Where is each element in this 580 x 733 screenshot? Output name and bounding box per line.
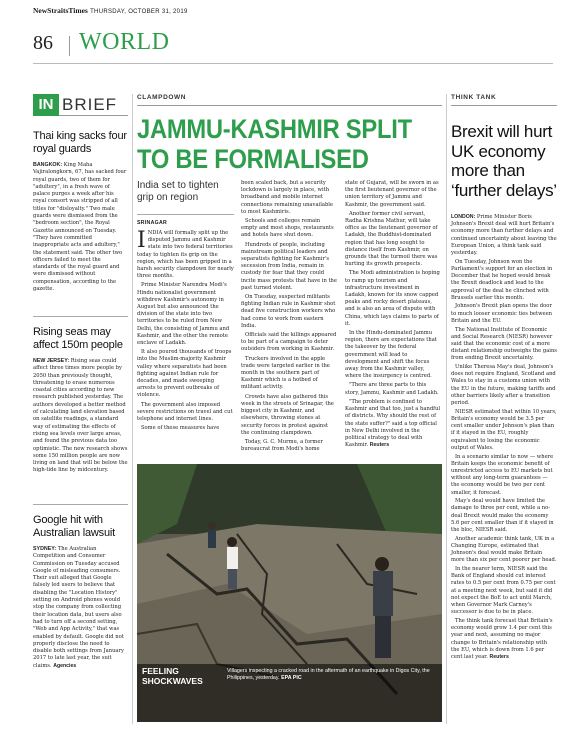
in-brief-badge: IN [33, 94, 59, 116]
brief-text: The Australian Competition and Consumer Commission on Tuesday accused Google of misleading consumers. Their suit alleged that Google falsely led users to believe that disabling the "Location History" setting on Android phones would stop the company from collecting their location data, but users also had to turn off a second setting, "Web and App Activity," that was enabled by default. Google did not properly disclose the need to disable both settings from January 2017 to late last year, the suit claims. [33, 546, 124, 669]
main-col-1 [137, 180, 234, 434]
brief-story-thai [33, 130, 128, 293]
dateline: LONDON: [451, 214, 476, 220]
main-story [137, 94, 442, 724]
brief-story-google [33, 514, 128, 670]
brief-credit: Agencies [53, 662, 77, 669]
photo-caption: Villagers inspecting a cracked road in the aftermath of an earthquake in Digos City, the Philippines, yesterday. EPA PIC [227, 668, 430, 682]
divider [33, 316, 128, 317]
brief-story-seas [33, 326, 128, 475]
tank-para: Johnson's Brexit plan opens the door to much looser economic ties between Britain and the EU. [451, 303, 552, 324]
main-para: Officials said the killings appeared to be part of a campaign to deter outsiders from working in Kashmir. [241, 332, 337, 353]
photo-credit: EPA PIC [281, 675, 302, 682]
page-number: 86 [33, 32, 53, 54]
tank-para: May's deal would have limited the damage to three per cent, while a no-deal Brexit would make the economy 5.6 per cent smaller than if it stayed in the bloc, NIESR said. [451, 498, 554, 534]
main-para: Crowds have also gathered this week in the streets of Srinagar, the biggest city in Kashmir, and elsewhere, throwing stones at security forces in protest against the continuing clampdown. [241, 393, 334, 436]
main-para: "There are three parts to this story, Jammu, Kashmir and Ladakh. [345, 382, 439, 396]
brief-body [33, 546, 128, 670]
main-para: In the Hindu-dominated Jammu region, there are expectations that the takeover by the federal government will lead to development and shift the focus away from the Kashmir valley, where the insurgency is centred. [345, 330, 437, 380]
headline-line-2: TO BE FORMALISED [137, 144, 369, 174]
brief-headline: Rising seas may affect 150m people [33, 326, 123, 351]
column-separator [132, 94, 133, 724]
in-brief-column [33, 94, 128, 724]
tank-para: In a scenario similar to now — where Britain keeps the economic benefit of unrestricted access to EU markets but without any long-term guarantees — the economy would be two per cent smaller, it forecast. [451, 453, 554, 496]
brief-text: King Maha Vajiralongkorn, 67, has sacked four royal guards, two of them for "adultery", in a fresh wave of palace purges a week after his royal consort was stripped of all titles for "disloyalty." Two male guards were dismissed from the "bedroom section", the Royal Gazette announced on Tuesday. "They have committed inappropriate acts and adultery," the statement said. The other two officers failed to meet the standards of the royal guard and were dismissed without compensation, according to the gazette. [33, 162, 127, 293]
tank-headline: Brexit will hurt UK economy more than ‘further delays’ [451, 122, 557, 200]
main-para: Hundreds of people, including mainstream political leaders and separatists fighting for Kashmir's secession from India, remain in custody for fear that they could incite mass protests that have in the past turned violent. [241, 241, 337, 291]
main-para: "The problem is confined to Kashmir and that too, just a handful of districts. Why should the rest of the state suffer?" said a top official in New Delhi involved in the political strategy to deal with Kashmir. Reuters [345, 398, 441, 449]
tank-para: In the nearer term, NIESR said the Bank of England should cut interest rates to 0.5 per cent from 0.75 per cent at a meeting next week, but said it did not expect the BoE to act until March, when Governor Mark Carney's successor is due to be in place. [451, 566, 556, 616]
main-para: It also poured thousands of troops into the Muslim-majority Kashmir valley where separatists had been fighting against Indian rule for decades, and made sweeping arrests to prevent outbreaks of violence. [137, 349, 232, 399]
main-para: state of Gujarat, will be sworn in as the first lieutenant governor of the union territory of Jammu and Kashmir, the government said. [345, 180, 439, 208]
main-para: Another former civil servant, Radha Krishna Mathur, will take office as the lieutenant governor of Ladakh, the Buddhist-dominated region that has long sought to distance itself from Kashmir, on grounds that the turmoil there was hurting its growth prospects. [345, 210, 438, 268]
think-tank-column [451, 94, 557, 724]
brief-body [33, 162, 128, 293]
main-subhead: India set to tighten grip on region [137, 180, 219, 203]
main-para: Truckers involved in the apple trade were targeted earlier in the month in the southern part of Kashmir which is a hotbed of militant activity. [241, 355, 330, 391]
issue-date: THURSDAY, OCTOBER 31, 2019 [90, 9, 188, 15]
main-para: Prime Minister Narendra Modi's Hindu nationalist government withdrew Kashmir's autonomy in August but also announced the division of the state into two territories to be ruled from New Delhi, the consisting of Jammu and Kashmir, and the other the remote enclave of Ladakh. [137, 282, 230, 347]
tank-credit: Reuters [489, 653, 509, 660]
main-para: Today, G. C. Murmu, a former bureaucrat from Modi's home [241, 438, 323, 453]
tank-para: The think tank forecast that Britain's economy would grow 1.4 per cent this year and next, assuming no major change to Britain's relationship with the EU, which is down from 1.6 per cent last year. Reuters [451, 617, 553, 660]
tank-kicker: THINK TANK [451, 94, 557, 106]
paper-name: NewStraitsTimes [33, 6, 88, 15]
masthead [33, 6, 553, 20]
main-para: The Modi administration is hoping to ramp up tourism and infrastructure investment in Ladakh, known for its snow capped peaks and rocky desert plateaus, and is also an area of dispute with China, which lays claims to parts of it. [345, 270, 440, 327]
main-kicker: CLAMPDOWN [137, 94, 442, 106]
brief-text: Rising seas could affect three times more people by 2050 than previously thought, threatening to erase numerous coastal cities according to new research published yesterday. The authors developed a better method of calculating land elevation based on satellite readings, a standard way of estimating the effects of rising sea levels over large areas, and found the previous data too optimistic. The new research shows some 150 million people are now living on land that will be below the high-tide line by midcentury. [33, 358, 128, 474]
photo-label-line-2: SHOCKWAVES [142, 675, 203, 686]
page-separator [69, 36, 70, 56]
main-col-3 [345, 180, 442, 451]
page-header [33, 22, 553, 64]
tank-para: Another academic think tank, UK in a Changing Europe, estimated that Johnson's deal would make Britain more than six per cent poorer per head. [451, 535, 557, 564]
main-col-2 [241, 180, 338, 455]
tank-body [451, 214, 557, 661]
column-separator [446, 94, 447, 724]
photo-label-line-1: FEELING [142, 666, 179, 676]
main-para: On Tuesday, suspected militants fighting Indian rule in Kashmir shot dead five construction workers who had come to work from eastern India. [241, 294, 336, 329]
dateline: SYDNEY: [33, 546, 57, 552]
brief-body [33, 358, 128, 475]
tank-para: Unlike Theresa May's deal, Johnson's does not require England, Scotland and Wales to stay in a customs union with the EU in the future, making tariffs and other barriers likely after a transition period. [451, 364, 556, 407]
main-para: The government also imposed severe restrictions on travel and cut telephone and internet lines. [137, 401, 233, 423]
headline-line-1: JAMMU-KASHMIR SPLIT [137, 114, 412, 144]
main-headline [137, 114, 441, 174]
main-para: Schools and colleges remain empty and most shops, restaurants and hotels have shut down. [241, 218, 334, 239]
main-location: SRINAGAR [137, 214, 234, 226]
brief-headline: Google hit with Australian lawsuit [33, 514, 115, 539]
tank-para: LONDON: Prime Minister Boris Johnson's Brexit deal will hurt Britain's economy more than further delays and continued uncertainty about leaving the European Union, a think tank said yesterday. [451, 214, 557, 257]
divider [33, 504, 128, 505]
dateline: BANGKOK: [33, 162, 63, 168]
main-para: Some of these measures have [141, 425, 220, 432]
in-brief-header [33, 94, 128, 116]
dateline: NEW JERSEY: [33, 358, 70, 364]
drop-cap: I [137, 228, 146, 253]
tank-para: On Tuesday, Johnson won the Parliament's support for an election in December that he hoped would break the Brexit deadlock and lead to the approval of the deal he clinched with Brussels earlier this month. [451, 258, 553, 301]
main-para: INDIA will formally split up the disputed Jammu and Kashmir state into two federal territories today to tighten its grip on the region, which has been gripped in a harsh security clampdown for nearly three months. [137, 228, 234, 280]
section-title: WORLD [79, 29, 170, 55]
in-brief-word: BRIEF [62, 95, 118, 114]
brief-headline: Thai king sacks four royal guards [33, 130, 127, 155]
tank-para: NIESR estimated that within 10 years, Britain's economy would be 3.5 per cent smaller under Johnson's plan than if it stayed in the EU, roughly equivalent to losing the economic output of Wales. [451, 408, 557, 451]
photo-label [142, 667, 203, 686]
main-credit: Reuters [369, 442, 390, 449]
tank-para: The National Institute of Economic and Social Research (NIESR) however said that the economic cost of a more distant relationship outweighs the gains from ending Brexit uncertainty. [451, 326, 557, 362]
main-para: been scaled back, but a security lockdown is largely in place, with broadband and mobile internet connections remaining unavailable to most Kashmiris. [241, 180, 333, 215]
